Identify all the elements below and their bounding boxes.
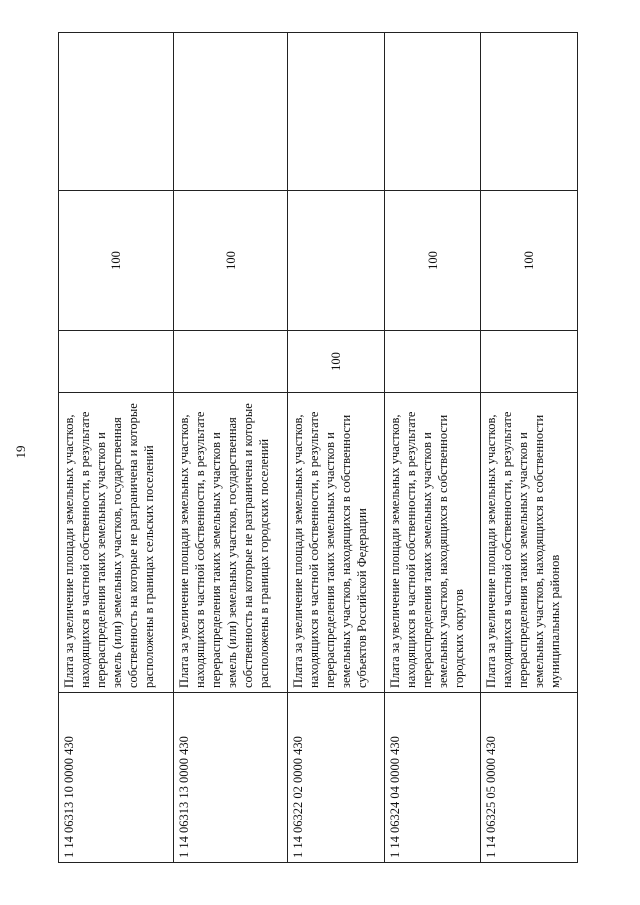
row-value-a [481,331,578,393]
revenue-table-rotated [58,33,578,863]
row-code: 1 14 06322 02 0000 430 [288,693,385,863]
row-name: Плата за увеличение площади земельных участков, находящихся в частной собственности, в результате перераспределения таких земельных участков и земельных участков, находящихся в собственности муниципальных районов [481,393,578,693]
table-row [481,33,578,863]
row-code: 1 14 06313 10 0000 430 [59,693,174,863]
row-value-b [288,191,385,331]
row-value-a [384,331,481,393]
row-name: Плата за увеличение площади земельных участков, находящихся в частной собственности, в результате перераспределения таких земельных участков и земельных участков, находящихся в собственности городских округов [384,393,481,693]
row-code: 1 14 06324 04 0000 430 [384,693,481,863]
row-name: Плата за увеличение площади земельных участков, находящихся в частной собственности, в результате перераспределения таких земельных участков и земельных участков, находящихся в собственности субъектов Российской Федерации [288,393,385,693]
row-code: 1 14 06325 05 0000 430 [481,693,578,863]
row-value-a: 100 [288,331,385,393]
row-value-b: 100 [481,191,578,331]
revenue-table-frame [58,33,578,863]
row-value-a [173,331,288,393]
table-row [384,33,481,863]
row-value-a [59,331,174,393]
row-value-b: 100 [59,191,174,331]
row-name: Плата за увеличение площади земельных участков, находящихся в частной собственности, в результате перераспределения таких земельных участков и земель (или) земельных участков, государственная собственность на которые не разграничена и которые расположены в границах сельских поселений [59,393,174,693]
row-value-c [173,33,288,191]
table-row [173,33,288,863]
page-number: 19 [13,445,28,459]
table-row [59,33,174,863]
row-name: Плата за увеличение площади земельных участков, находящихся в частной собственности, в результате перераспределения таких земельных участков и земель (или) земельных участков, государственная собственность на которые не разграничена и которые расположены в границах городских поселений [173,393,288,693]
table-row [288,33,385,863]
row-value-c [59,33,174,191]
row-code: 1 14 06313 13 0000 430 [173,693,288,863]
row-value-b: 100 [384,191,481,331]
row-value-c [481,33,578,191]
row-value-c [384,33,481,191]
row-value-c [288,33,385,191]
row-value-b: 100 [173,191,288,331]
revenue-table [58,32,578,863]
